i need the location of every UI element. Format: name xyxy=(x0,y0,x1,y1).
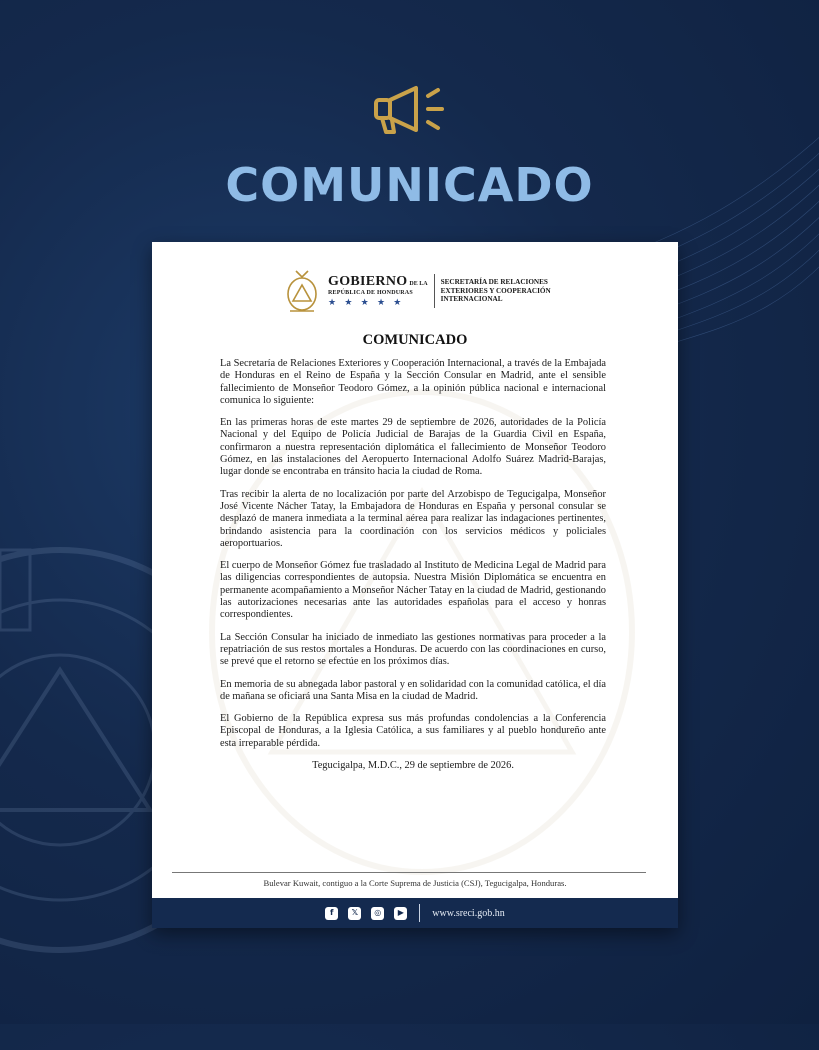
gov-republic: REPÚBLICA DE HONDURAS xyxy=(328,290,413,296)
letterhead-logo xyxy=(282,266,559,316)
communique-card xyxy=(152,242,678,928)
footer-bar xyxy=(152,898,678,928)
date-line: Tegucigalpa, M.D.C., 29 de septiembre de 2026. xyxy=(312,760,514,772)
paragraph: El Gobierno de la República expresa sus más profundas condolencias a la Conferencia Episcopal de Honduras, a la Iglesia Católica, a sus familiares y al pueblo hondureño ante esta irreparable pérdida. xyxy=(220,713,606,749)
instagram-icon[interactable]: ◎ xyxy=(371,907,384,920)
x-icon[interactable]: 𝕏 xyxy=(348,907,361,920)
paragraph: La Sección Consular ha iniciado de inmediato las gestiones normativas para proceder a la repatriación de sus restos mortales a Honduras. De acuerdo con las coordinaciones en curso, se prevé que el retorno se efectúe en los próximos días. xyxy=(220,631,606,668)
footer-divider xyxy=(172,872,646,873)
social-links xyxy=(325,907,407,920)
paragraph: En las primeras horas de este martes 29 de septiembre de 2026, autoridades de la Policía Nacional y del Equipo de Policía Judicial de Barajas de la Guardia Civil en España, confirmaron a nuestra representación diplomática el fallecimiento de Monseñor Teodoro Gómez, en las instalaciones del Aeropuerto Internacional Adolfo Suárez Madrid-Barajas, lugar donde se encontraba en tránsito hacia la ciudad de Roma. xyxy=(220,417,606,478)
logo-divider xyxy=(434,274,435,308)
coat-of-arms-icon xyxy=(282,267,322,315)
paragraph: El cuerpo de Monseñor Gómez fue trasladado al Instituto de Medicina Legal de Madrid para las diligencias correspondientes de autopsia. Nuestra Misión Diplomática se encuentra en permanente acompañamiento a Monseñor Nácher Tatay en la ciudad de Madrid, gestionando las autorizaciones necesarias ante las autoridades españolas para el acceso y honras correspondientes. xyxy=(220,560,606,621)
gov-dela: DE LA xyxy=(409,281,428,287)
facebook-icon[interactable]: f xyxy=(325,907,338,920)
gov-stars: ★ ★ ★ ★ ★ xyxy=(328,297,405,307)
secretariat-name: SECRETARÍA DE RELACIONES EXTERIORES Y COOPERACIÓN INTERNACIONAL xyxy=(440,277,551,304)
document-body xyxy=(220,358,606,771)
website-link[interactable]: www.sreci.gob.hn xyxy=(432,907,505,919)
megaphone-icon xyxy=(372,82,452,138)
paragraph: En memoria de su abnegada labor pastoral y en solidaridad con la comunidad católica, el día de mañana se oficiará una Santa Misa en la ciudad de Madrid. xyxy=(220,678,606,702)
paragraph: Tras recibir la alerta de no localización por parte del Arzobispo de Tegucigalpa, Monseñor José Vicente Nácher Tatay, la Embajadora de Honduras en España y personal consular se desplazó de manera inmediata a la terminal aérea para realizar las indagaciones pertinentes, brindando asistencia para la coordinación con los servicios médicos y policiales aeroportuarios. xyxy=(220,488,606,549)
paragraph: La Secretaría de Relaciones Exteriores y Cooperación Internacional, a través de la Embajada de Honduras en el Reino de España y la Sección Consular en Madrid, ante el sensible fallecimiento de Monseñor Teodoro Gómez, a la opinión pública nacional e internacional comunica lo siguiente: xyxy=(220,358,606,406)
document-title: COMUNICADO xyxy=(362,332,468,348)
youtube-icon[interactable]: ▶ xyxy=(394,907,407,920)
government-wordmark xyxy=(328,274,428,308)
page-title: COMUNICADO xyxy=(225,158,594,212)
footer-address: Bulevar Kuwait, contiguo a la Corte Suprema de Justicia (CSJ), Tegucigalpa, Honduras. xyxy=(263,878,567,888)
footer-bar-divider xyxy=(419,904,420,922)
gov-name: GOBIERNO xyxy=(328,274,408,289)
